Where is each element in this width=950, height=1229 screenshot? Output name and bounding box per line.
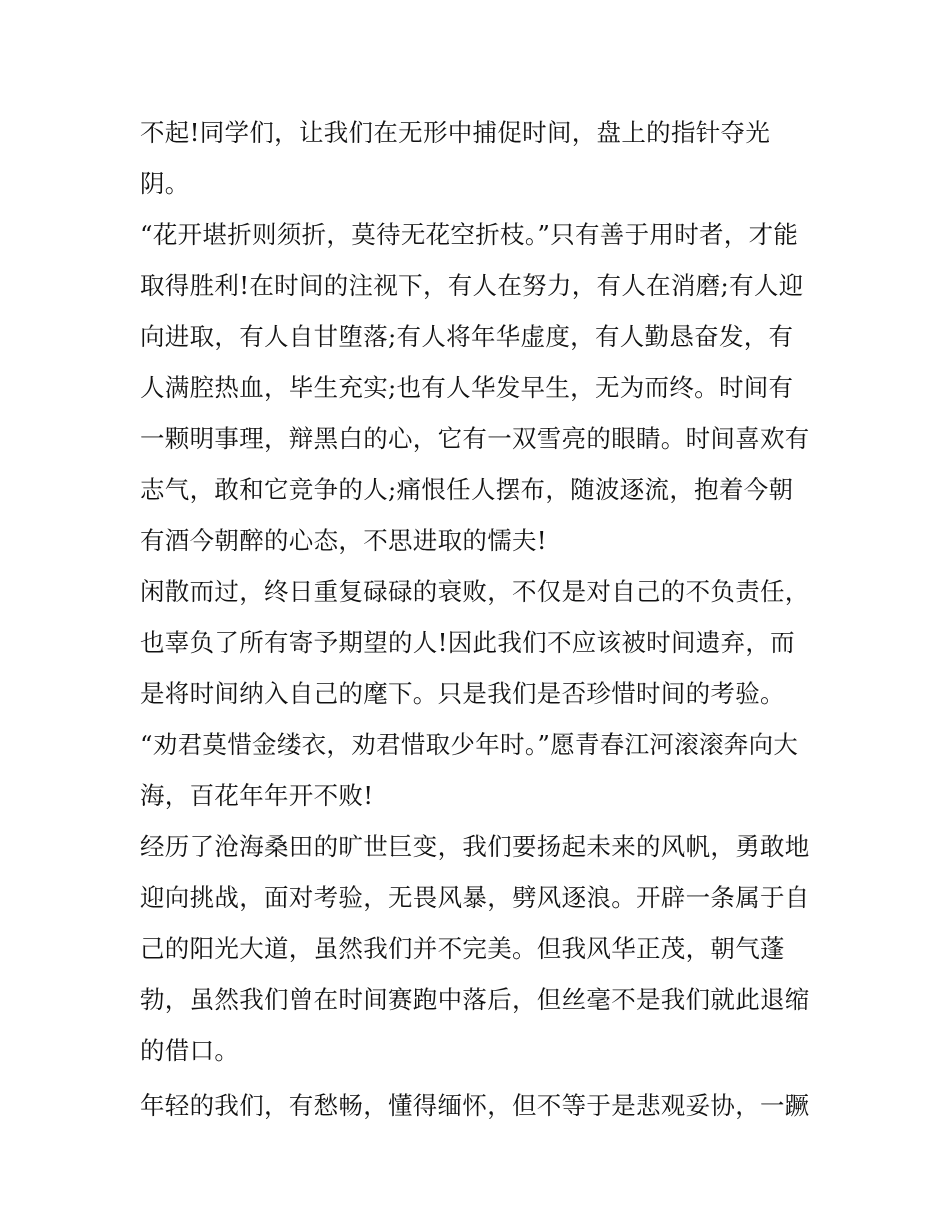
text-line: 闲散而过，终日重复碌碌的衰败，不仅是对自己的不负责任，: [140, 577, 810, 606]
text-line: 经历了沧海桑田的旷世巨变，我们要扬起未来的风帆，勇敢地: [140, 832, 810, 861]
text-line: 一颗明事理，辩黑白的心，它有一双雪亮的眼睛。时间喜欢有: [140, 424, 810, 453]
text-line: “花开堪折则须折，莫待无花空折枝。”只有善于用时者，才能: [140, 220, 799, 249]
document-body: [140, 107, 830, 1131]
text-line: 迎向挑战，面对考验，无畏风暴，劈风逐浪。开辟一条属于自: [140, 883, 810, 912]
text-line: 也辜负了所有寄予期望的人!因此我们不应该被时间遗弃，而: [140, 628, 795, 657]
text-line: “劝君莫惜金缕衣，劝君惜取少年时。”愿青春江河滚滚奔向大: [140, 730, 799, 759]
text-line: 己的阳光大道，虽然我们并不完美。但我风华正茂，朝气蓬: [140, 934, 785, 963]
text-line: 有酒今朝醉的心态，不思进取的懦夫!: [140, 526, 547, 555]
text-line: 人满腔热血，毕生充实;也有人华发早生，无为而终。时间有: [140, 373, 794, 402]
text-line: 阴。: [140, 169, 190, 198]
text-line: 的借口。: [140, 1036, 240, 1065]
text-line: 向进取，有人自甘堕落;有人将年华虚度，有人勤恳奋发，有: [140, 322, 794, 351]
text-line: 是将时间纳入自己的麾下。只是我们是否珍惜时间的考验。: [140, 679, 785, 708]
text-line: 取得胜利!在时间的注视下，有人在努力，有人在消磨;有人迎: [140, 271, 804, 300]
text-line: 海，百花年年开不败!: [140, 781, 374, 810]
text-line: 不起!同学们，让我们在无形中捕促时间，盘上的指针夺光: [140, 118, 771, 147]
text-line: 志气，敢和它竞争的人;痛恨任人摆布，随波逐流，抱着今朝: [140, 475, 794, 504]
text-line: 勃，虽然我们曾在时间赛跑中落后，但丝毫不是我们就此退缩: [140, 985, 810, 1014]
text-line: 年轻的我们，有愁畅，懂得缅怀，但不等于是悲观妥协，一蹶: [140, 1091, 810, 1120]
